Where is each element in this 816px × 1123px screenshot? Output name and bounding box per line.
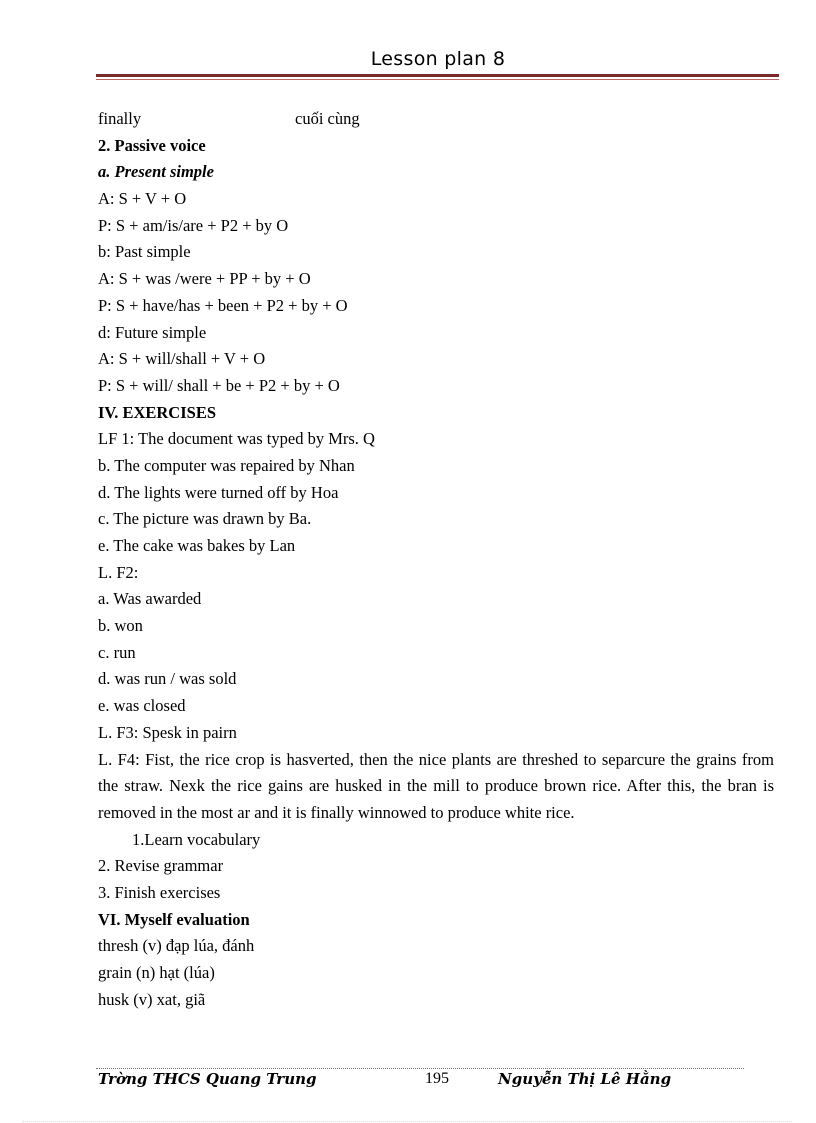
homework-item: 2. Revise grammar [98,856,224,876]
exercise-line: b. won [98,616,143,636]
exercise-paragraph-lf4: L. F4: Fist, the rice crop is hasverted, then the nice plants are threshed to separcure the grains from the straw. Nexk the rice gains are husked in the mill to produce brown rice. After this, the bran is removed in the most ar and it is finally winnowed to produce white rice. [98,749,774,822]
exercise-line: c. run [98,642,136,662]
exercise-line: d. was run / was sold [98,669,237,689]
exercise-line: a. Was awarded [98,589,202,609]
formula-active: A: S + will/shall + V + O [98,349,266,369]
section-heading-evaluation: VI. Myself evaluation [98,909,250,929]
exercise-line: b. The computer was repaired by Nhan [98,455,355,475]
exercise-line: e. The cake was bakes by Lan [98,536,296,555]
vocab-word: finally [98,109,142,128]
vocab-meaning: cuối cùng [295,109,360,128]
subheading-future-simple: d: Future simple [98,322,207,342]
vocab-item: husk (v) xat, giã [98,989,206,1009]
exercise-line: LF 1: The document was typed by Mrs. Q [98,429,375,449]
page-number: 195 [425,1070,449,1087]
homework-item: 3. Finish exercises [98,882,221,902]
exercise-line: c. The picture was drawn by Ba. [98,509,312,529]
footer-teacher: Nguyễn Thị Lê Hằng [498,1070,672,1088]
section-heading-exercises: IV. EXERCISES [98,402,216,422]
exercise-line-lf3: L. F3: Spesk in pairn [98,722,237,742]
header-rule [96,74,779,77]
exercise-line: d. The lights were turned off by Hoa [98,482,339,502]
formula-passive: P: S + am/is/are + P2 + by O [98,215,289,235]
formula-passive: P: S + will/ shall + be + P2 + by + O [98,375,340,395]
document-body [98,106,774,1013]
vocab-row [98,106,774,133]
section-heading-passive-voice: 2. Passive voice [98,135,206,155]
footer-school: Trờng THCS Quang Trung [98,1070,317,1088]
formula-active: A: S + was /were + PP + by + O [98,269,311,289]
page-bottom-border [22,1121,792,1122]
exercise-line: e. was closed [98,696,186,716]
exercise-label-lf2: L. F2: [98,562,139,582]
homework-item: 1.Learn vocabulary [132,829,261,849]
vocab-item: thresh (v) đạp lúa, đánh [98,936,255,956]
formula-passive: P: S + have/has + been + P2 + by + O [98,295,348,315]
subheading-present-simple: a. Present simple [98,162,214,182]
footer-rule [96,1068,744,1069]
header-rule-thin [96,79,779,80]
formula-active: A: S + V + O [98,189,187,209]
page-footer [98,1070,778,1092]
subheading-past-simple: b: Past simple [98,242,191,262]
page-title: Lesson plan 8 [370,48,506,70]
vocab-item: grain (n) hạt (lúa) [98,963,215,983]
